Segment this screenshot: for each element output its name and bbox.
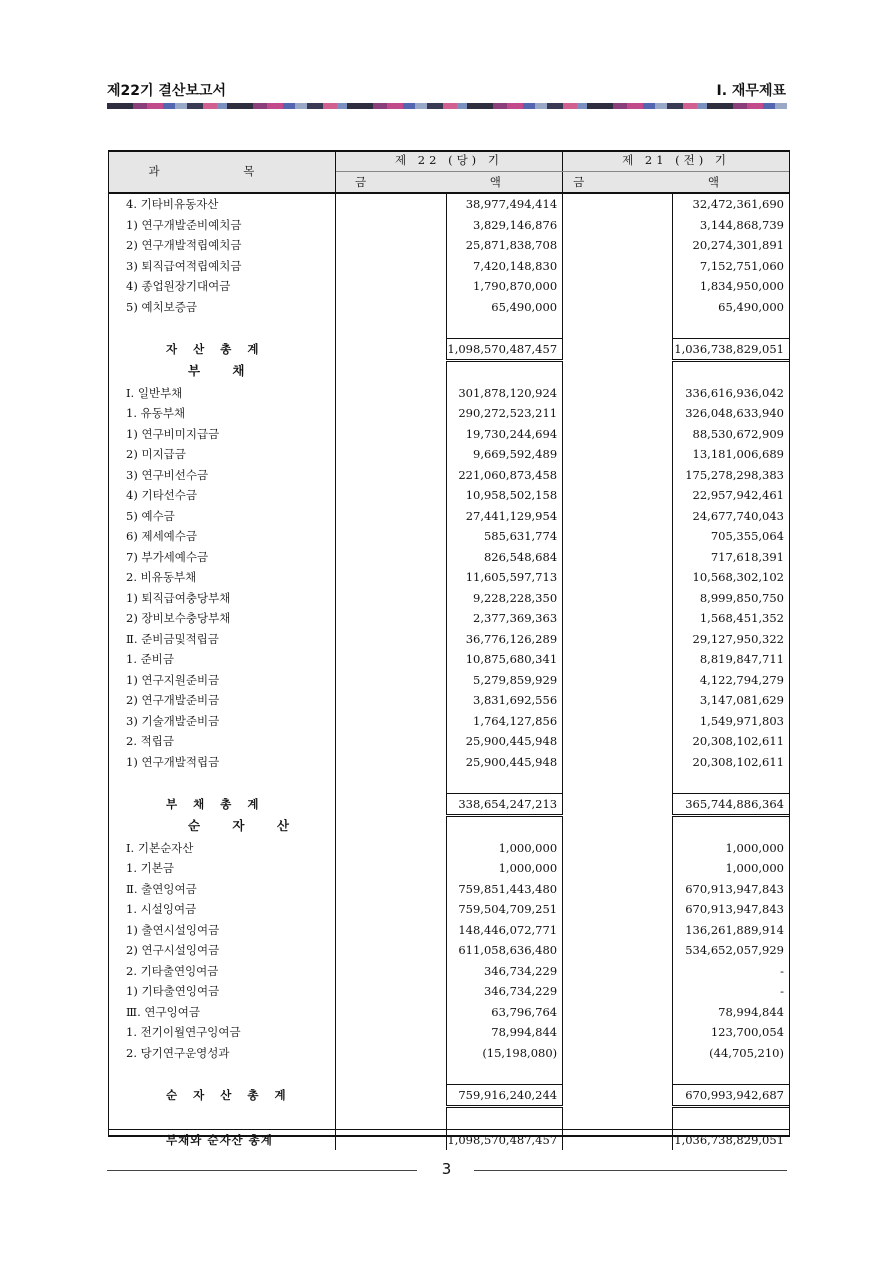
current-amount-cell: 585,631,774 [446, 526, 562, 547]
row-label: 2. 적립금 [126, 734, 174, 748]
previous-amount-cell: 29,127,950,322 [673, 629, 789, 650]
current-subtotal-cell [335, 711, 446, 732]
column-header-amount-previous: 금 액 [563, 171, 789, 193]
previous-amount-cell: 13,181,006,689 [673, 444, 789, 465]
current-subtotal-cell [335, 752, 446, 773]
table-row [108, 235, 789, 256]
row-label: 1. 시설잉여금 [126, 902, 197, 916]
row-label: 2. 기타출연잉여금 [126, 963, 219, 978]
previous-amount-cell: 534,652,057,929 [673, 940, 789, 961]
row-label: 1) 연구지원준비금 [126, 672, 220, 687]
previous-amount-cell: 1,568,451,352 [673, 608, 789, 629]
current-amount-cell: 759,504,709,251 [446, 899, 562, 920]
previous-amount-cell: 20,308,102,611 [673, 752, 789, 773]
previous-amount-cell: 326,048,633,940 [673, 403, 789, 424]
table-row [108, 567, 789, 588]
previous-subtotal-cell [563, 649, 673, 670]
current-amount-cell: 27,441,129,954 [446, 506, 562, 527]
current-amount-cell: 10,875,680,341 [446, 649, 562, 670]
table-row [108, 526, 789, 547]
current-amount-cell: 1,098,570,487,457 [446, 1129, 562, 1150]
table-row [108, 465, 789, 486]
previous-amount-cell: 10,568,302,102 [673, 567, 789, 588]
table-row [108, 899, 789, 920]
previous-amount-cell [673, 816, 789, 838]
current-subtotal-cell [335, 338, 446, 361]
row-label: 3) 기술개발준비금 [126, 713, 220, 728]
current-amount-cell: 1,790,870,000 [446, 276, 562, 297]
row-label: Ⅱ. 출연잉여금 [126, 881, 197, 896]
row-label: 부 채 [188, 363, 259, 379]
current-subtotal-cell [335, 690, 446, 711]
current-subtotal-cell [335, 608, 446, 629]
previous-subtotal-cell [563, 838, 673, 859]
previous-amount-cell: 1,036,738,829,051 [673, 338, 789, 361]
spacer-cell [563, 317, 673, 338]
current-subtotal-cell [335, 670, 446, 691]
previous-subtotal-cell [563, 981, 673, 1002]
previous-amount-cell: (44,705,210) [673, 1043, 789, 1064]
table-row [108, 506, 789, 527]
table-row [108, 649, 789, 670]
current-amount-cell: 1,764,127,856 [446, 711, 562, 732]
row-label: 1) 기타출연잉여금 [126, 984, 220, 998]
current-subtotal-cell [335, 567, 446, 588]
row-label: 4. 기타비유동자산 [126, 197, 219, 211]
total-row [108, 1084, 789, 1107]
spacer-cell [335, 317, 446, 338]
current-subtotal-cell [335, 403, 446, 424]
row-label: 2) 연구개발준비금 [126, 693, 220, 707]
row-label: 1. 기본금 [126, 861, 174, 875]
current-subtotal-cell [335, 506, 446, 527]
current-amount-cell: 10,958,502,158 [446, 485, 562, 506]
row-label: 1. 준비금 [126, 652, 174, 666]
current-subtotal-cell [335, 793, 446, 816]
row-label: 2) 미지급금 [126, 447, 186, 461]
current-subtotal-cell [335, 1002, 446, 1023]
current-subtotal-cell [335, 547, 446, 568]
previous-subtotal-cell [563, 752, 673, 773]
previous-subtotal-cell [563, 858, 673, 879]
current-amount-cell: 3,831,692,556 [446, 690, 562, 711]
current-amount-cell: 1,098,570,487,457 [446, 338, 562, 361]
current-amount-cell: 7,420,148,830 [446, 256, 562, 277]
total-row [108, 338, 789, 361]
table-row [108, 752, 789, 773]
previous-subtotal-cell [563, 424, 673, 445]
current-amount-cell: 1,000,000 [446, 838, 562, 859]
current-subtotal-cell [335, 235, 446, 256]
previous-amount-cell: 336,616,936,042 [673, 383, 789, 404]
previous-amount-cell: 1,000,000 [673, 838, 789, 859]
current-amount-cell: 301,878,120,924 [446, 383, 562, 404]
previous-amount-cell: 1,549,971,803 [673, 711, 789, 732]
previous-subtotal-cell [563, 731, 673, 752]
row-label: 2) 연구개발적립예치금 [126, 238, 242, 252]
previous-subtotal-cell [563, 1129, 673, 1150]
spacer-cell [335, 1107, 446, 1130]
report-title: 제22기 결산보고서 [107, 83, 227, 99]
current-subtotal-cell [335, 858, 446, 879]
row-label: 1) 퇴직급여충당부채 [126, 590, 231, 605]
table-row [108, 193, 789, 215]
current-amount-cell: 2,377,369,363 [446, 608, 562, 629]
previous-subtotal-cell [563, 961, 673, 982]
current-amount-cell: 38,977,494,414 [446, 193, 562, 215]
balance-sheet-table [108, 150, 789, 1150]
row-label: 2) 연구시설잉여금 [126, 943, 220, 957]
row-label: 1) 연구개발준비예치금 [126, 217, 242, 232]
current-subtotal-cell [335, 731, 446, 752]
previous-amount-cell: 670,913,947,843 [673, 879, 789, 900]
table-row [108, 858, 789, 879]
footer-rule-right [474, 1170, 787, 1171]
current-subtotal-cell [335, 276, 446, 297]
previous-subtotal-cell [563, 276, 673, 297]
spacer-row [108, 317, 789, 338]
previous-subtotal-cell [563, 899, 673, 920]
spacer-cell [673, 317, 789, 338]
previous-subtotal-cell [563, 193, 673, 215]
current-amount-cell: 36,776,126,289 [446, 629, 562, 650]
previous-amount-cell: 3,147,081,629 [673, 690, 789, 711]
previous-subtotal-cell [563, 690, 673, 711]
total-row [108, 1129, 789, 1150]
previous-amount-cell: 8,999,850,750 [673, 588, 789, 609]
row-label: 1) 연구개발적립금 [126, 754, 220, 769]
row-label: 부채와 순자산 총계 [108, 1129, 335, 1150]
previous-amount-cell: 32,472,361,690 [673, 193, 789, 215]
previous-amount-cell: 670,913,947,843 [673, 899, 789, 920]
current-subtotal-cell [335, 899, 446, 920]
current-subtotal-cell [335, 526, 446, 547]
table-row [108, 256, 789, 277]
previous-subtotal-cell [563, 1022, 673, 1043]
section-header-row [108, 361, 789, 383]
previous-subtotal-cell [563, 920, 673, 941]
previous-amount-cell: 20,274,301,891 [673, 235, 789, 256]
current-amount-cell: 78,994,844 [446, 1022, 562, 1043]
current-amount-cell: 338,654,247,213 [446, 793, 562, 816]
table-row [108, 838, 789, 859]
previous-amount-cell: 365,744,886,364 [673, 793, 789, 816]
spacer-cell [673, 1107, 789, 1130]
table-row [108, 670, 789, 691]
current-amount-cell: 290,272,523,211 [446, 403, 562, 424]
row-label: 5) 예수금 [126, 508, 175, 523]
current-amount-cell [446, 816, 562, 838]
current-subtotal-cell [335, 1084, 446, 1107]
current-subtotal-cell [335, 879, 446, 900]
current-amount-cell: 5,279,859,929 [446, 670, 562, 691]
previous-amount-cell: 1,834,950,000 [673, 276, 789, 297]
previous-subtotal-cell [563, 215, 673, 236]
previous-subtotal-cell [563, 338, 673, 361]
row-label: 자 산 총 계 [166, 342, 265, 356]
previous-amount-cell: 24,677,740,043 [673, 506, 789, 527]
current-amount-cell: 346,734,229 [446, 981, 562, 1002]
current-subtotal-cell [335, 215, 446, 236]
previous-subtotal-cell [563, 256, 673, 277]
spacer-cell [335, 1063, 446, 1084]
row-label: 3) 퇴직급여적립예치금 [126, 258, 242, 273]
table-row [108, 1022, 789, 1043]
spacer-cell [563, 1107, 673, 1130]
previous-amount-cell: 8,819,847,711 [673, 649, 789, 670]
current-subtotal-cell [335, 297, 446, 318]
previous-amount-cell: 7,152,751,060 [673, 256, 789, 277]
row-label: 5) 예치보증금 [126, 299, 198, 314]
previous-subtotal-cell [563, 670, 673, 691]
spacer-row [108, 1063, 789, 1084]
current-amount-cell: 3,829,146,876 [446, 215, 562, 236]
table-row [108, 879, 789, 900]
previous-subtotal-cell [563, 403, 673, 424]
table-row [108, 297, 789, 318]
table-row [108, 961, 789, 982]
table-row [108, 940, 789, 961]
spacer-row [108, 1107, 789, 1130]
row-label: 1. 전기이월연구잉여금 [126, 1025, 241, 1039]
current-amount-cell: 65,490,000 [446, 297, 562, 318]
spacer-cell [335, 772, 446, 793]
previous-subtotal-cell [563, 235, 673, 256]
current-amount-cell: 346,734,229 [446, 961, 562, 982]
table-row [108, 1043, 789, 1064]
current-amount-cell: 25,900,445,948 [446, 731, 562, 752]
current-amount-cell: 611,058,636,480 [446, 940, 562, 961]
previous-subtotal-cell [563, 629, 673, 650]
row-label: Ⅰ. 기본순자산 [126, 840, 194, 855]
table-row [108, 711, 789, 732]
previous-amount-cell: 88,530,672,909 [673, 424, 789, 445]
table-row [108, 276, 789, 297]
spacer-cell [108, 1063, 335, 1084]
table-row [108, 485, 789, 506]
row-label: Ⅰ. 일반부채 [126, 385, 183, 400]
current-subtotal-cell [335, 920, 446, 941]
table-row [108, 629, 789, 650]
current-amount-cell: 19,730,244,694 [446, 424, 562, 445]
previous-subtotal-cell [563, 526, 673, 547]
table-row [108, 444, 789, 465]
spacer-cell [446, 317, 562, 338]
previous-amount-cell: 670,993,942,687 [673, 1084, 789, 1107]
current-subtotal-cell [335, 465, 446, 486]
table-row [108, 588, 789, 609]
spacer-cell [673, 1063, 789, 1084]
current-subtotal-cell [335, 1129, 446, 1150]
current-amount-cell: 826,548,684 [446, 547, 562, 568]
spacer-cell [108, 772, 335, 793]
previous-subtotal-cell [563, 1043, 673, 1064]
column-header-previous-period: 제 21 (전) 기 [563, 150, 789, 171]
previous-amount-cell: 78,994,844 [673, 1002, 789, 1023]
current-subtotal-cell [335, 838, 446, 859]
table-row [108, 731, 789, 752]
current-subtotal-cell [335, 256, 446, 277]
previous-amount-cell [673, 361, 789, 383]
row-label: Ⅱ. 준비금및적립금 [126, 631, 219, 646]
previous-amount-cell: 22,957,942,461 [673, 485, 789, 506]
previous-subtotal-cell [563, 506, 673, 527]
row-label: 2. 비유동부채 [126, 570, 197, 584]
current-subtotal-cell [335, 361, 446, 383]
spacer-cell [446, 772, 562, 793]
previous-amount-cell: 3,144,868,739 [673, 215, 789, 236]
current-subtotal-cell [335, 1022, 446, 1043]
table-row [108, 1002, 789, 1023]
previous-subtotal-cell [563, 547, 673, 568]
current-amount-cell: 148,446,072,771 [446, 920, 562, 941]
previous-subtotal-cell [563, 361, 673, 383]
current-subtotal-cell [335, 588, 446, 609]
current-amount-cell: 11,605,597,713 [446, 567, 562, 588]
previous-subtotal-cell [563, 1002, 673, 1023]
previous-amount-cell: - [673, 961, 789, 982]
header-stripe [107, 103, 787, 109]
total-row [108, 793, 789, 816]
previous-subtotal-cell [563, 940, 673, 961]
current-subtotal-cell [335, 649, 446, 670]
current-amount-cell: 759,916,240,244 [446, 1084, 562, 1107]
previous-subtotal-cell [563, 588, 673, 609]
table-row [108, 424, 789, 445]
previous-subtotal-cell [563, 711, 673, 732]
current-amount-cell: 221,060,873,458 [446, 465, 562, 486]
current-subtotal-cell [335, 940, 446, 961]
spacer-cell [108, 1107, 335, 1130]
current-subtotal-cell [335, 383, 446, 404]
current-amount-cell: 25,871,838,708 [446, 235, 562, 256]
spacer-cell [446, 1063, 562, 1084]
column-header-current-period: 제 22 (당) 기 [335, 150, 562, 171]
previous-subtotal-cell [563, 816, 673, 838]
table-header-row [108, 150, 789, 171]
column-header-amount-current: 금 액 [335, 171, 562, 193]
previous-amount-cell: 1,000,000 [673, 858, 789, 879]
previous-subtotal-cell [563, 567, 673, 588]
current-subtotal-cell [335, 444, 446, 465]
row-label: 부 채 총 계 [166, 797, 265, 811]
current-amount-cell: 9,228,228,350 [446, 588, 562, 609]
current-subtotal-cell [335, 485, 446, 506]
previous-subtotal-cell [563, 465, 673, 486]
current-subtotal-cell [335, 424, 446, 445]
current-amount-cell: (15,198,080) [446, 1043, 562, 1064]
previous-amount-cell: 175,278,298,383 [673, 465, 789, 486]
previous-amount-cell: 65,490,000 [673, 297, 789, 318]
previous-amount-cell: 717,618,391 [673, 547, 789, 568]
row-label: 6) 제세예수금 [126, 529, 198, 543]
previous-amount-cell: 20,308,102,611 [673, 731, 789, 752]
spacer-cell [673, 772, 789, 793]
spacer-row [108, 772, 789, 793]
current-amount-cell: 63,796,764 [446, 1002, 562, 1023]
row-label: 1) 연구비미지급금 [126, 426, 220, 441]
row-label: 4) 종업원장기대여금 [126, 279, 231, 293]
column-header-item: 과 목 [108, 150, 335, 193]
row-label: 2) 장비보수충당부채 [126, 611, 231, 625]
previous-amount-cell: - [673, 981, 789, 1002]
spacer-cell [108, 317, 335, 338]
previous-amount-cell: 4,122,794,279 [673, 670, 789, 691]
row-label: 7) 부가세예수금 [126, 549, 209, 564]
spacer-cell [563, 772, 673, 793]
previous-amount-cell: 123,700,054 [673, 1022, 789, 1043]
row-label: 순 자 산 [188, 818, 303, 834]
current-subtotal-cell [335, 1043, 446, 1064]
current-amount-cell: 1,000,000 [446, 858, 562, 879]
section-header-row [108, 816, 789, 838]
previous-subtotal-cell [563, 608, 673, 629]
current-amount-cell: 9,669,592,489 [446, 444, 562, 465]
previous-amount-cell: 136,261,889,914 [673, 920, 789, 941]
current-subtotal-cell [335, 961, 446, 982]
current-amount-cell [446, 361, 562, 383]
previous-subtotal-cell [563, 383, 673, 404]
previous-subtotal-cell [563, 1084, 673, 1107]
previous-subtotal-cell [563, 444, 673, 465]
current-amount-cell: 759,851,443,480 [446, 879, 562, 900]
row-label: 1. 유동부채 [126, 406, 186, 420]
current-subtotal-cell [335, 629, 446, 650]
table-row [108, 383, 789, 404]
previous-amount-cell: 705,355,064 [673, 526, 789, 547]
row-label: Ⅲ. 연구잉여금 [126, 1004, 200, 1019]
table-row [108, 608, 789, 629]
current-subtotal-cell [335, 816, 446, 838]
previous-subtotal-cell [563, 485, 673, 506]
section-title: Ⅰ. 재무제표 [716, 83, 786, 99]
previous-subtotal-cell [563, 793, 673, 816]
row-label: 2. 당기연구운영성과 [126, 1045, 230, 1060]
table-row [108, 690, 789, 711]
previous-amount-cell: 1,036,738,829,051 [673, 1129, 789, 1150]
spacer-cell [563, 1063, 673, 1084]
current-subtotal-cell [335, 193, 446, 215]
table-row [108, 981, 789, 1002]
row-label: 4) 기타선수금 [126, 488, 198, 502]
current-subtotal-cell [335, 981, 446, 1002]
row-label: 3) 연구비선수금 [126, 467, 209, 482]
previous-subtotal-cell [563, 297, 673, 318]
page-number: 3 [441, 1160, 452, 1178]
row-label: 순 자 산 총 계 [166, 1088, 292, 1102]
table-row [108, 403, 789, 424]
previous-subtotal-cell [563, 879, 673, 900]
table-row [108, 215, 789, 236]
current-amount-cell: 25,900,445,948 [446, 752, 562, 773]
table-row [108, 547, 789, 568]
table-row [108, 920, 789, 941]
row-label: 1) 출연시설잉여금 [126, 922, 220, 937]
spacer-cell [446, 1107, 562, 1130]
